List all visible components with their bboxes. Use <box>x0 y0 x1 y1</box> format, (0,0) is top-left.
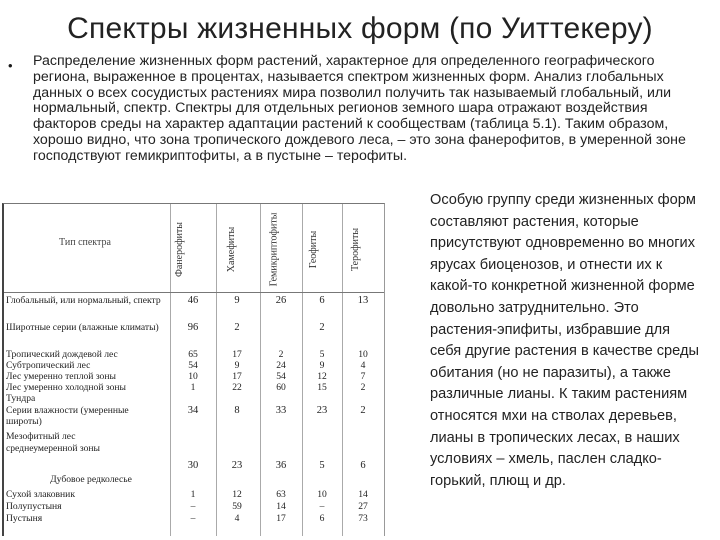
col-header-therophytes: Терофиты <box>350 227 362 271</box>
cell-value: 9 <box>234 295 240 306</box>
table-type-header: Тип спектра <box>59 237 111 248</box>
cell-value: 24 <box>276 360 286 371</box>
cell-value: 17 <box>276 513 286 524</box>
row-label: Тундра <box>6 393 36 404</box>
column-divider <box>260 204 261 536</box>
epiphytes-paragraph: Особую группу среди жизненных форм составляют растения, которые присутствуют одновременно во многих ярусах биоценозов, и отнести их к какой-то конкретной жизненной форме довольно затруднительно. Это растения-эпифиты, избравшие для себя другие растения в качестве среды обитания (но не паразиты), а также различные лианы. К таким растениям относятся мхи на стволах деревьев, лианы в тропических лесах, в наших условиях – хмель, паслен сладко-горький, плющ и др. <box>430 192 699 489</box>
column-divider <box>216 204 217 536</box>
cell-value: 5 <box>319 349 325 360</box>
cell-value: 13 <box>357 295 369 306</box>
bullet-marker: • <box>8 58 13 73</box>
cell-value: 23 <box>231 460 243 471</box>
cell-value: 73 <box>358 513 368 524</box>
cell-value: 23 <box>316 405 328 416</box>
cell-value: 7 <box>360 371 366 382</box>
cell-value: 46 <box>187 295 199 306</box>
cell-value: 5 <box>319 460 325 471</box>
row-label: Полупустыня <box>6 501 62 512</box>
cell-value: 60 <box>276 382 286 393</box>
cell-value: 2 <box>319 322 325 333</box>
cell-value: 1 <box>190 382 196 393</box>
cell-value: 10 <box>358 349 368 360</box>
life-forms-table <box>2 203 385 536</box>
row-label: Широтные серии (влажные климаты) <box>6 322 159 333</box>
cell-value: 59 <box>232 501 242 512</box>
cell-value: 63 <box>276 489 286 500</box>
cell-value: 27 <box>358 501 368 512</box>
intro-paragraph: Распределение жизненных форм растений, характерное для определенного географического региона, выраженное в процентах, называется спектром жизненных форм. Анализ глобальных данных о всех сосудистых растениях мира позволил получить так называемый глобальный, или нормальный, спектр. Спектры для отдельных регионов земного шара отражают воздействия факторов среды на характер адаптации растений к сообществам (таблица 5.1). Таким образом, хорошо видно, что зона тропического дождевого леса, – это зона фанерофитов, в умеренной зоне господствуют гемикриптофиты, а в пустыне – терофиты. <box>33 53 686 164</box>
cell-value: 2 <box>278 349 284 360</box>
column-divider <box>170 204 171 536</box>
row-label: Тропический дождевой лес <box>6 349 118 360</box>
cell-value: 36 <box>275 460 287 471</box>
cell-value: 9 <box>234 360 240 371</box>
header-divider <box>4 292 384 293</box>
row-label: Серии влажности (умеренные широты) <box>6 405 129 427</box>
cell-value: 2 <box>234 322 240 333</box>
cell-value: 96 <box>187 322 199 333</box>
row-label: Субтропический лес <box>6 360 91 371</box>
cell-value: 54 <box>276 371 286 382</box>
cell-value: 12 <box>317 371 327 382</box>
row-label: Сухой злаковник <box>6 489 75 500</box>
cell-value: 10 <box>317 489 327 500</box>
cell-value: 6 <box>319 513 325 524</box>
cell-value: 4 <box>234 513 240 524</box>
cell-value: 1 <box>190 489 196 500</box>
col-header-chamaephytes: Хамефиты <box>226 226 238 272</box>
cell-value: 33 <box>275 405 287 416</box>
cell-value: 8 <box>234 405 240 416</box>
row-label: Глобальный, или нормальный, спектр <box>6 295 161 306</box>
cell-value: 17 <box>232 371 242 382</box>
cell-value: 26 <box>275 295 287 306</box>
row-label: Лес умеренно холодной зоны <box>6 382 126 393</box>
cell-value: 30 <box>187 460 199 471</box>
row-label: среднеумеренной зоны <box>6 443 100 454</box>
cell-value: 54 <box>188 360 198 371</box>
col-header-hemicryptophytes: Гемикриптофиты <box>268 212 280 286</box>
cell-value: 12 <box>232 489 242 500</box>
row-label: Мезофитный лес <box>6 431 76 442</box>
row-label: Дубовое редколесье <box>50 474 132 485</box>
cell-value: 14 <box>358 489 368 500</box>
col-header-geophytes: Геофиты <box>308 230 320 268</box>
cell-value: – <box>190 513 196 524</box>
cell-value: 10 <box>188 371 198 382</box>
cell-value: 65 <box>188 349 198 360</box>
column-divider <box>302 204 303 536</box>
cell-value: – <box>319 501 325 512</box>
cell-value: – <box>190 501 196 512</box>
cell-value: 14 <box>276 501 286 512</box>
cell-value: 22 <box>232 382 242 393</box>
col-header-phanerophytes: Фанерофиты <box>174 221 186 277</box>
cell-value: 2 <box>360 382 366 393</box>
cell-value: 6 <box>319 295 325 306</box>
cell-value: 9 <box>319 360 325 371</box>
cell-value: 4 <box>360 360 366 371</box>
cell-value: 6 <box>360 460 366 471</box>
cell-value: 15 <box>317 382 327 393</box>
cell-value: 17 <box>232 349 242 360</box>
row-label: Пустыня <box>6 513 43 524</box>
cell-value: 2 <box>360 405 366 416</box>
row-label: Лес умеренно теплой зоны <box>6 371 116 382</box>
column-divider <box>342 204 343 536</box>
cell-value: 34 <box>187 405 199 416</box>
slide-title: Спектры жизненных форм (по Уиттекеру) <box>67 12 653 45</box>
